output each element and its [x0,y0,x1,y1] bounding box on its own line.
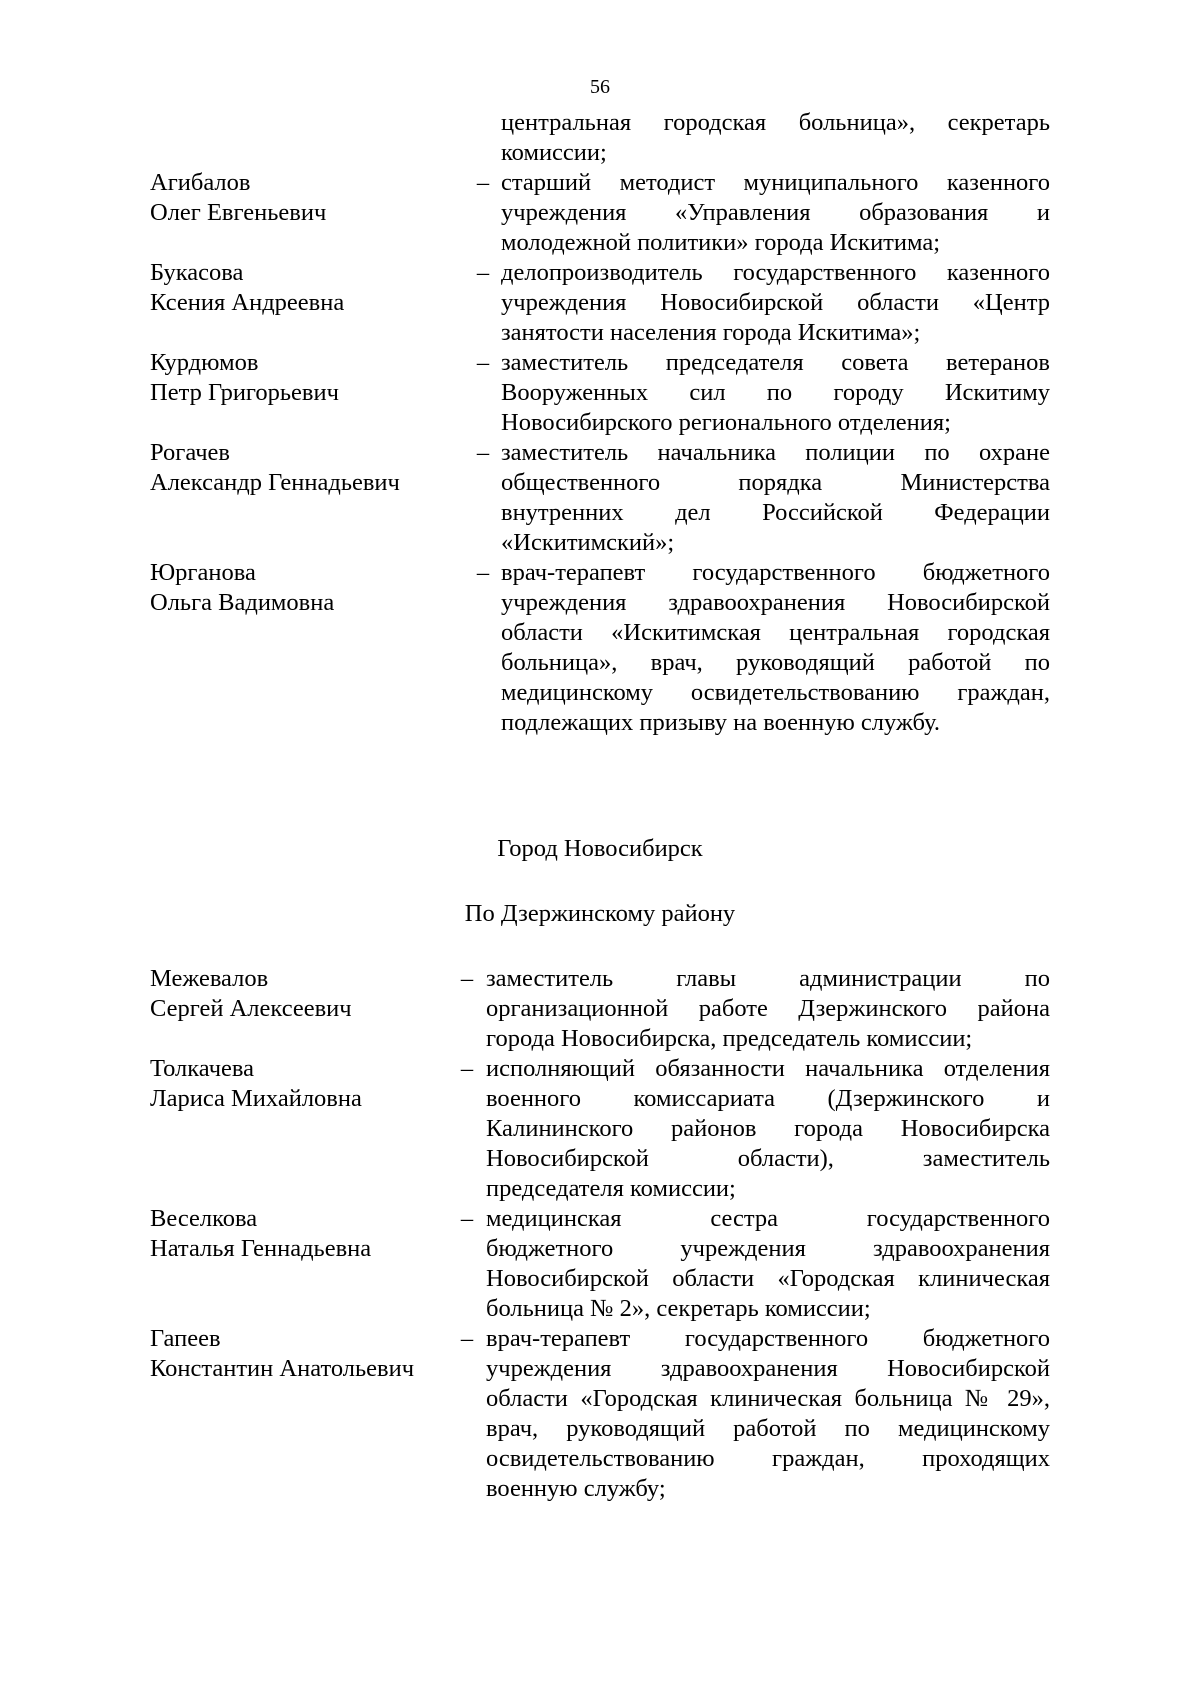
member-row [150,348,1150,438]
section-dzerzhinsky [150,964,1150,1504]
description-line: старший методист муниципального казенного [501,169,1050,196]
description-line: Новосибирской области «Городская клиническая [486,1265,1050,1292]
city-heading: Город Новосибирск [497,835,703,862]
member-row [150,1054,1150,1204]
description-line: учреждения «Управления образования и [501,199,1050,226]
description-line: Вооруженных сил по городу Искитиму [501,379,1050,406]
dash: – [460,1205,474,1232]
description-line: заместитель председателя совета ветеранов [501,349,1050,376]
description-line: комиссии; [501,139,607,166]
member-surname: Букасова [150,259,244,286]
member-name [150,1204,371,1264]
member-description [501,168,1050,258]
member-name [150,1324,414,1384]
continuation-description [501,108,1050,168]
member-surname: Веселкова [150,1205,258,1232]
member-description [501,438,1050,558]
member-description [486,1204,1050,1324]
member-surname: Рогачев [150,439,230,466]
member-row [150,258,1150,348]
description-line: «Искитимский»; [501,529,675,556]
description-line: заместитель главы администрации по [486,965,1050,992]
member-row [150,168,1150,258]
description-line: военного комиссариата (Дзержинского и [486,1085,1050,1112]
description-line: медицинскому освидетельствованию граждан, [501,679,1050,706]
member-given-names: Олег Евгеньевич [150,199,327,226]
member-surname: Курдюмов [150,349,259,376]
member-given-names: Наталья Геннадьевна [150,1235,372,1262]
description-line: медицинская сестра государственного [486,1205,1050,1232]
member-description [501,558,1050,738]
description-line: центральная городская больница», секретарь [501,109,1050,136]
dash: – [476,439,490,466]
member-name [150,1054,362,1114]
description-line: врач-терапевт государственного бюджетного [486,1325,1050,1352]
member-surname: Толкачева [150,1055,255,1082]
member-given-names: Лариса Михайловна [150,1085,362,1112]
dash: – [460,1055,474,1082]
description-line: молодежной политики» города Искитима; [501,229,941,256]
member-row [150,1324,1150,1504]
member-description [486,1324,1050,1504]
description-line: учреждения Новосибирской области «Центр [501,289,1050,316]
description-line: председателя комиссии; [486,1175,736,1202]
description-line: исполняющий обязанности начальника отделения [486,1055,1050,1082]
description-line: занятости населения города Искитима»; [501,319,921,346]
description-line: учреждения здравоохранения Новосибирской [501,589,1050,616]
description-line: заместитель начальника полиции по охране [501,439,1050,466]
member-name [150,258,344,318]
continuation-row [150,108,1150,168]
member-name [150,168,326,228]
description-line: подлежащих призыву на военную службу. [501,709,941,736]
description-line: области «Городская клиническая больница № 29», [486,1385,1050,1412]
member-row [150,1204,1150,1324]
dash: – [476,559,490,586]
member-given-names: Петр Григорьевич [150,379,339,406]
member-row [150,964,1150,1054]
description-line: освидетельствованию граждан, проходящих [486,1445,1050,1472]
member-surname: Гапеев [150,1325,221,1352]
description-line: города Новосибирска, председатель комиссии; [486,1025,973,1052]
section-iskitim [150,108,1150,738]
member-name [150,558,334,618]
description-line: организационной работе Дзержинского района [486,995,1050,1022]
member-given-names: Ксения Андреевна [150,289,345,316]
description-line: больница № 2», секретарь комиссии; [486,1295,871,1322]
member-name [150,438,400,498]
description-line: бюджетного учреждения здравоохранения [486,1235,1050,1262]
member-surname: Межевалов [150,965,269,992]
description-line: врач, руководящий работой по медицинскому [486,1415,1050,1442]
member-description [486,1054,1050,1204]
member-row [150,438,1150,558]
description-line: внутренних дел Российской Федерации [501,499,1050,526]
member-given-names: Александр Геннадьевич [150,469,400,496]
member-surname: Юрганова [150,559,256,586]
description-line: области «Искитимская центральная городская [501,619,1050,646]
member-description [501,258,1050,348]
dash: – [460,965,474,992]
member-given-names: Ольга Вадимовна [150,589,335,616]
member-given-names: Константин Анатольевич [150,1355,415,1382]
description-line: Новосибирской области), заместитель [486,1145,1050,1172]
description-line: общественного порядка Министерства [501,469,1050,496]
member-row [150,558,1150,738]
dash: – [476,169,490,196]
description-line: врач-терапевт государственного бюджетного [501,559,1050,586]
description-line: военную службу; [486,1475,666,1502]
description-line: учреждения здравоохранения Новосибирской [486,1355,1050,1382]
dash: – [460,1325,474,1352]
description-line: делопроизводитель государственного казенного [501,259,1050,286]
member-name [150,964,352,1024]
description-line: больница», врач, руководящий работой по [501,649,1050,676]
member-given-names: Сергей Алексеевич [150,995,352,1022]
description-line: Новосибирского регионального отделения; [501,409,951,436]
page-number: 56 [590,76,610,98]
member-description [501,348,1050,438]
district-heading: По Дзержинскому району [464,900,736,927]
description-line: Калининского районов города Новосибирска [486,1115,1050,1142]
member-name [150,348,339,408]
dash: – [476,259,490,286]
member-surname: Агибалов [150,169,251,196]
dash: – [476,349,490,376]
member-description [486,964,1050,1054]
